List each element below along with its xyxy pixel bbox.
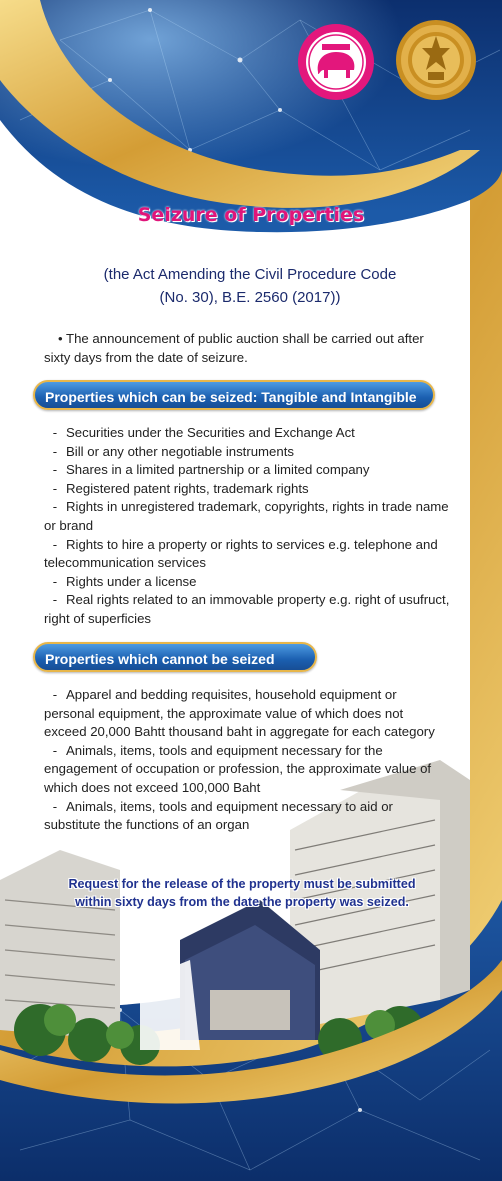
list-item: - Animals, items, tools and equipment necessary to aid or substitute the functions of an organ — [44, 798, 393, 833]
list-item: - Apparel and bedding requisites, household equipment or personal equipment, the approximate value of which does not exceed 20,000 Bahtt thousand baht in aggregate for each category — [44, 687, 435, 740]
list-item: - Securities under the Securities and Exchange Act — [52, 425, 355, 440]
subtitle-line-2: (No. 30), B.E. 2560 (2017)) — [159, 289, 341, 306]
seizable-list — [44, 424, 454, 629]
subtitle — [40, 263, 460, 309]
list-item: - Registered patent rights, trademark rights — [52, 480, 309, 496]
list-item: - Animals, items, tools and equipment necessary for the engagement of occupation or profession, the approximate value of which does not exceed 100,000 Baht — [44, 742, 432, 795]
intro-paragraph: • The announcement of public auction shall be carried out after sixty days from the date of seizure. — [44, 331, 424, 365]
subtitle-line-1: (the Act Amending the Civil Procedure Code — [103, 266, 397, 283]
list-item: - Bill or any other negotiable instruments — [52, 443, 294, 459]
list-item: - Shares in a limited partnership or a limited company — [52, 462, 370, 478]
page-title: Seizure of Properties — [137, 204, 365, 226]
not-seizable-list — [44, 686, 449, 835]
department-elephant-emblem-icon — [292, 22, 380, 102]
list-item: - Rights to hire a property or rights to services e.g. telephone and telecommunication services — [44, 536, 438, 571]
release-notice: Request for the release of the property must be submitted within sixty days from the date the property was seized. — [68, 877, 416, 909]
section-heading-not-seizable: Properties which cannot be seized — [33, 642, 317, 672]
gold-royal-seal-icon — [394, 18, 478, 102]
section-heading-seizable: Properties which can be seized: Tangible and Intangible — [33, 380, 435, 410]
list-item: - Rights in unregistered trademark, copyrights, rights in trade name or brand — [44, 499, 449, 533]
list-item: - Real rights related to an immovable property e.g. right of usufruct, right of superficies — [44, 592, 450, 626]
list-item: - Rights under a license — [52, 573, 197, 589]
